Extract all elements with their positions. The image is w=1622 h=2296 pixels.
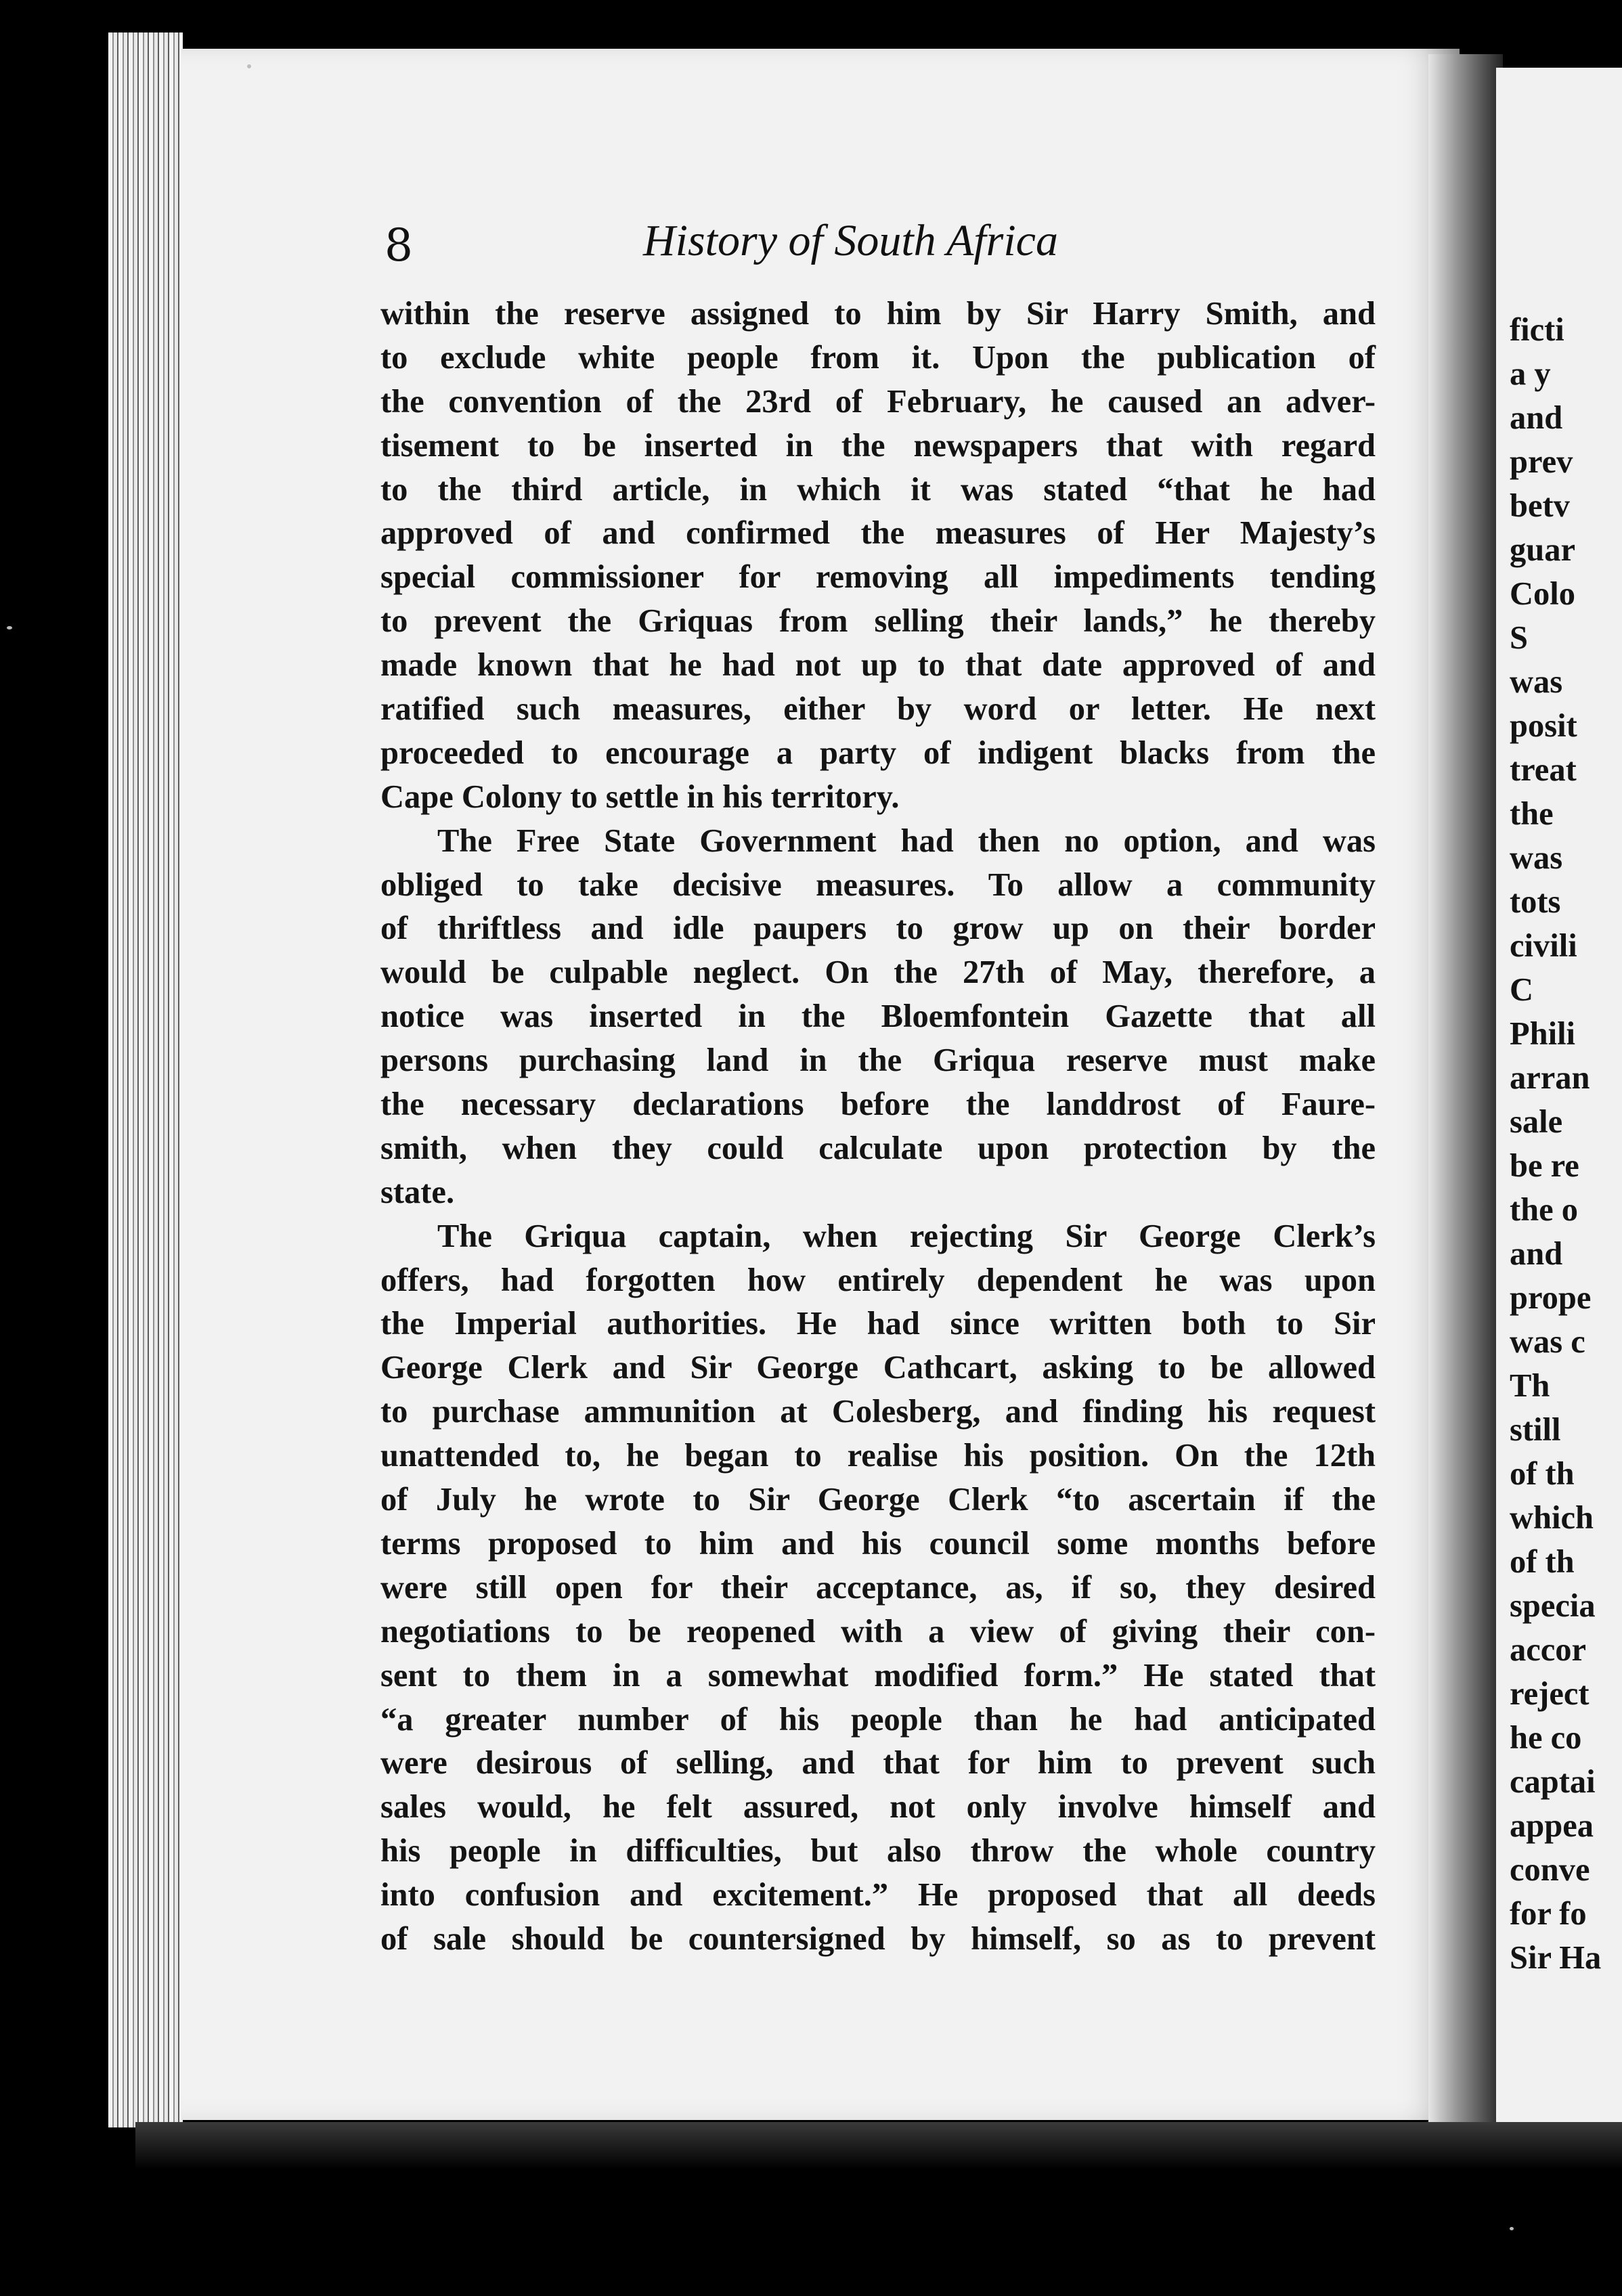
text-line: to the third article, in which it was stated “that he had [380, 471, 1376, 508]
facing-page-line: betv [1510, 488, 1570, 524]
text-line: were desirous of selling, and that for him to prevent such [380, 1745, 1376, 1782]
text-line: of thriftless and idle paupers to grow up on their border [380, 910, 1376, 947]
book-page-edges [108, 32, 183, 2127]
facing-page-line: still [1510, 1412, 1561, 1448]
text-line: to purchase ammunition at Colesberg, and finding his request [380, 1394, 1376, 1430]
facing-page-line: conve [1510, 1852, 1590, 1888]
text-line: offers, had forgotten how entirely dependent he was upon [380, 1262, 1376, 1298]
book-gutter-shadow [1428, 54, 1503, 2139]
facing-page-line: the [1510, 796, 1554, 832]
text-line: ratified such measures, either by word or letter. He next [380, 691, 1376, 728]
facing-page-line: prev [1510, 444, 1573, 480]
facing-page-line: be re [1510, 1148, 1579, 1184]
text-line: terms proposed to him and his council some months before [380, 1525, 1376, 1562]
text-line: smith, when they could calculate upon protection by the [380, 1130, 1376, 1166]
text-line: proceeded to encourage a party of indigent blacks from the [380, 734, 1376, 771]
text-line: tisement to be inserted in the newspapers that with regard [380, 427, 1376, 464]
text-line: made known that he had not up to that date approved of and [380, 647, 1376, 684]
facing-page-fragment [1496, 68, 1622, 2132]
facing-page-line: the o [1510, 1192, 1579, 1228]
facing-page-line: and [1510, 400, 1563, 436]
facing-page-line: prope [1510, 1280, 1592, 1316]
facing-page-line: Phili [1510, 1016, 1576, 1052]
text-line: The Griqua captain, when rejecting Sir George Clerk’s [437, 1218, 1376, 1254]
page-header [385, 215, 1386, 276]
facing-page-line: guar [1510, 532, 1575, 568]
text-line: persons purchasing land in the Griqua reserve must make [380, 1042, 1376, 1079]
running-head: History of South Africa [643, 216, 1058, 265]
text-line: within the reserve assigned to him by Sir Harry Smith, and [380, 296, 1376, 332]
text-line: to exclude white people from it. Upon the publication of [380, 339, 1376, 376]
text-line: state. [380, 1174, 455, 1210]
page-number: 8 [385, 219, 413, 271]
facing-page-line: captai [1510, 1764, 1596, 1800]
facing-page-line: for fo [1510, 1896, 1587, 1932]
text-line: his people in difficulties, but also throw the whole country [380, 1833, 1376, 1870]
facing-page-line: Sir Ha [1510, 1940, 1602, 1976]
facing-page-line: tots [1510, 884, 1561, 920]
facing-page-line: specia [1510, 1588, 1596, 1624]
facing-page-line: was [1510, 840, 1563, 876]
facing-page-line: a y [1510, 356, 1551, 392]
text-line: of sale should be countersigned by himself, so as to prevent [380, 1920, 1376, 1957]
text-line: unattended to, he began to realise his position. On the 12th [380, 1438, 1376, 1474]
facing-page-line: he co [1510, 1720, 1582, 1756]
facing-page-line: which [1510, 1500, 1594, 1536]
text-line: notice was inserted in the Bloemfontein Gazette that all [380, 998, 1376, 1035]
facing-page-line: and [1510, 1236, 1563, 1272]
text-line: approved of and confirmed the measures of Her Majesty’s [380, 515, 1376, 552]
facing-page-line: reject [1510, 1676, 1590, 1712]
facing-page-line: appea [1510, 1808, 1594, 1844]
text-line: into confusion and excitement.” He proposed that all deeds [380, 1877, 1376, 1914]
facing-page-line: arran [1510, 1060, 1590, 1096]
text-line: obliged to take decisive measures. To allow a community [380, 866, 1376, 903]
text-line: to prevent the Griquas from selling their lands,” he thereby [380, 603, 1376, 640]
text-line: negotiations to be reopened with a view of giving their con- [380, 1613, 1376, 1650]
text-line: special commissioner for removing all impediments tending [380, 559, 1376, 596]
text-line: sales would, he felt assured, not only involve himself and [380, 1789, 1376, 1826]
facing-page-line: was c [1510, 1324, 1585, 1360]
bottom-shadow [135, 2122, 1622, 2169]
facing-page-line: sale [1510, 1104, 1563, 1140]
facing-page-line: of th [1510, 1456, 1575, 1492]
speck [1510, 2227, 1514, 2230]
text-line: would be culpable neglect. On the 27th of May, therefore, a [380, 954, 1376, 991]
facing-page-line: treat [1510, 752, 1577, 788]
body-text [380, 292, 1376, 1962]
text-line: sent to them in a somewhat modified form.” He stated that [380, 1657, 1376, 1694]
text-line: of July he wrote to Sir George Clerk “to ascertain if the [380, 1482, 1376, 1518]
text-line: “a greater number of his people than he had anticipated [380, 1701, 1376, 1738]
text-line: were still open for their acceptance, as, if so, they desired [380, 1569, 1376, 1606]
facing-page-line: ficti [1510, 312, 1564, 348]
speck [247, 64, 251, 68]
facing-page-line: was [1510, 664, 1563, 700]
text-line: the convention of the 23rd of February, he caused an adver- [380, 383, 1376, 420]
facing-page-line: Colo [1510, 576, 1575, 612]
facing-page-line: of th [1510, 1544, 1575, 1580]
facing-page-line: S [1510, 620, 1528, 656]
text-line: Cape Colony to settle in his territory. [380, 778, 900, 815]
facing-page-line: accor [1510, 1632, 1587, 1668]
text-line: George Clerk and Sir George Cathcart, asking to be allowed [380, 1350, 1376, 1386]
facing-page-line: posit [1510, 708, 1577, 744]
text-line: the necessary declarations before the landdrost of Faure- [380, 1086, 1376, 1123]
facing-page-line: civili [1510, 928, 1577, 964]
facing-page-line: Th [1510, 1368, 1550, 1404]
text-line: the Imperial authorities. He had since written both to Sir [380, 1306, 1376, 1342]
speck [7, 626, 12, 630]
text-line: The Free State Government had then no option, and was [437, 822, 1376, 859]
facing-page-line: C [1510, 972, 1534, 1008]
